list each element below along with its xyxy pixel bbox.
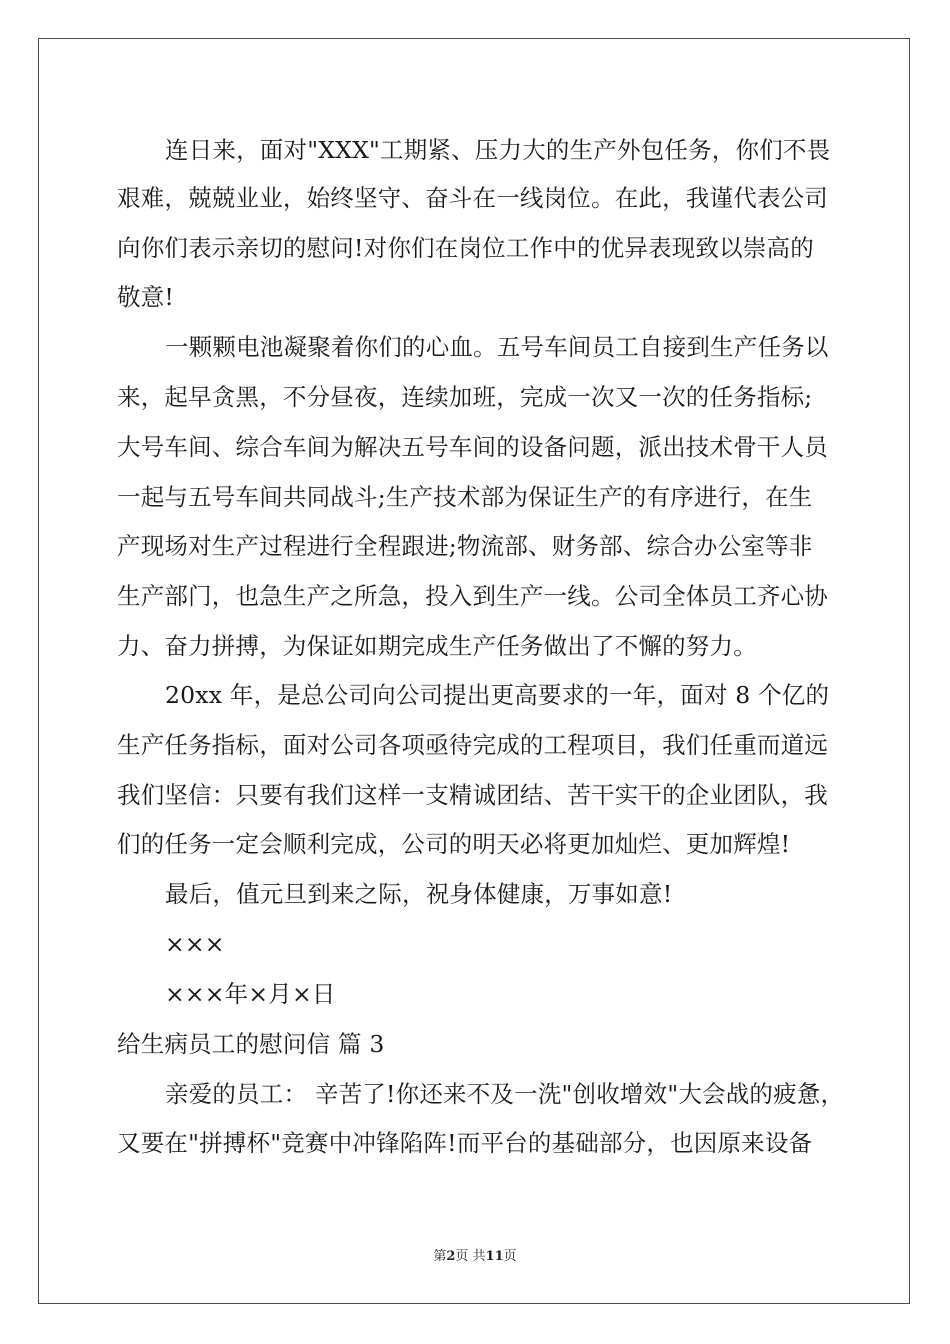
paragraph-line: 大号车间、综合车间为解决五号车间的设备问题，派出技术骨干人员: [117, 433, 828, 461]
paragraph-line: 一起与五号车间共同战斗;生产技术部为保证生产的有序进行，在生: [117, 483, 813, 511]
paragraph-line: 敬意!: [117, 283, 175, 311]
page-footer: [0, 1248, 950, 1266]
page-border: [38, 38, 910, 1304]
page-total: 11: [485, 1249, 504, 1264]
paragraph-line: 力、奋力拼搏，为保证如期完成生产任务做出了不懈的努力。: [117, 632, 757, 660]
signature: ×××: [165, 930, 225, 958]
paragraph-line: 一颗颗电池凝聚着你们的心血。五号车间员工自接到生产任务以: [165, 333, 829, 361]
closing-wish: 最后，值元旦到来之际，祝身体健康，万事如意!: [165, 880, 673, 908]
paragraph-line: 艰难，兢兢业业，始终坚守、奋斗在一线岗位。在此，我谨代表公司: [117, 184, 828, 212]
footer-prefix: 第: [433, 1249, 447, 1264]
paragraph-line: 生产任务指标，面对公司各项亟待完成的工程项目，我们任重而道远: [117, 731, 828, 759]
paragraph-line: 20xx 年，是总公司向公司提出更高要求的一年，面对 8 个亿的: [165, 681, 830, 709]
paragraph-line: 我们坚信：只要有我们这样一支精诚团结、苦干实干的企业团队，我: [117, 781, 828, 809]
paragraph-line: 生产部门，也急生产之所急，投入到生产一线。公司全体员工齐心协: [117, 582, 828, 610]
paragraph-line: 亲爱的员工： 辛苦了!你还来不及一洗"创收增效"大会战的疲惫，: [165, 1080, 845, 1108]
paragraph-line: 连日来，面对"XXX"工期紧、压力大的生产外包任务，你们不畏: [165, 136, 831, 164]
paragraph-line: 又要在"拼搏杯"竞赛中冲锋陷阵!而平台的基础部分，也因原来设备: [117, 1129, 813, 1157]
footer-mid: 页 共: [455, 1249, 486, 1264]
paragraph-line: 向你们表示亲切的慰问!对你们在岗位工作中的优异表现致以崇高的: [117, 234, 814, 262]
signature-date: ×××年×月×日: [165, 980, 336, 1008]
paragraph-line: 产现场对生产过程进行全程跟进;物流部、财务部、综合办公室等非: [117, 532, 813, 560]
page-current: 2: [446, 1249, 456, 1264]
paragraph-line: 们的任务一定会顺利完成，公司的明天必将更加灿烂、更加辉煌!: [117, 830, 791, 858]
footer-suffix: 页: [503, 1249, 517, 1264]
paragraph-line: 来，起早贪黑，不分昼夜，连续加班，完成一次又一次的任务指标;: [117, 383, 813, 411]
section-heading: 给生病员工的慰问信 篇 3: [117, 1030, 385, 1058]
